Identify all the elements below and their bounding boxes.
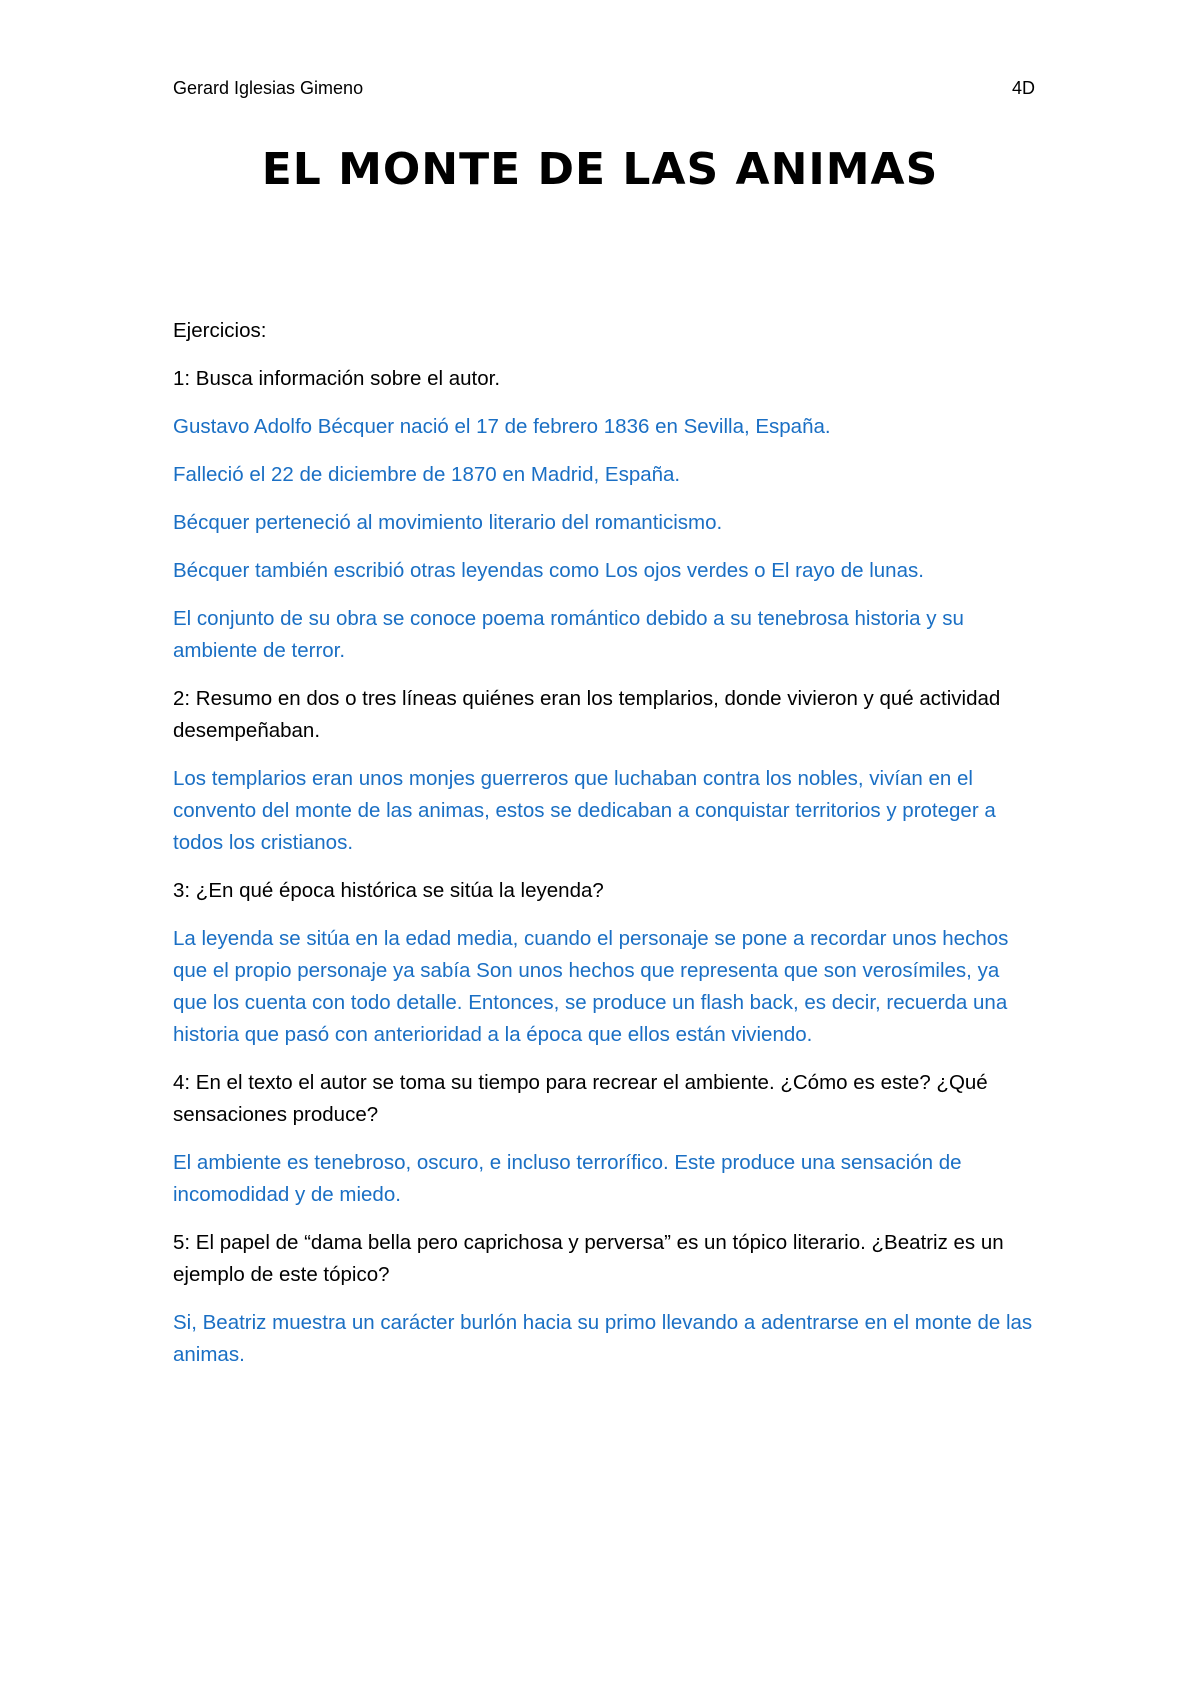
question-4: 4: En el texto el autor se toma su tiempo para recrear el ambiente. ¿Cómo es este? ¿Qué sensaciones produce? xyxy=(173,1071,988,1126)
document-title: EL MONTE DE LAS ANIMAS xyxy=(261,144,939,195)
question-5: 5: El papel de “dama bella pero caprichosa y perversa” es un tópico literario. ¿Beatriz es un ejemplo de este tópico? xyxy=(173,1231,1004,1286)
answer-1-line: Bécquer perteneció al movimiento literario del romanticismo. xyxy=(173,511,723,534)
answer-2: Los templarios eran unos monjes guerreros que luchaban contra los nobles, vivían en el convento del monte de las animas, estos se dedicaban a conquistar territorios y proteger a todos los cristianos. xyxy=(173,767,996,854)
answer-4: El ambiente es tenebroso, oscuro, e incluso terrorífico. Este produce una sensación de incomodidad y de miedo. xyxy=(173,1151,962,1206)
document-body xyxy=(173,315,1035,1387)
answer-5: Si, Beatriz muestra un carácter burlón hacia su primo llevando a adentrarse en el monte de las animas. xyxy=(173,1311,1033,1366)
header-group: 4D xyxy=(1011,78,1035,98)
answer-1-line: El conjunto de su obra se conoce poema romántico debido a su tenebrosa historia y su ambiente de terror. xyxy=(173,607,964,662)
answer-3: La leyenda se sitúa en la edad media, cuando el personaje se pone a recordar unos hechos que el propio personaje ya sabía Son unos hechos que representa que son verosímiles, ya que los cuenta con todo detalle. Entonces, se produce un flash back, es decir, recuerda una historia que pasó con anterioridad a la época que ellos están viviendo. xyxy=(173,927,1009,1046)
question-2: 2: Resumo en dos o tres líneas quiénes eran los templarios, donde vivieron y qué actividad desempeñaban. xyxy=(173,687,1001,742)
question-1: 1: Busca información sobre el autor. xyxy=(173,367,501,390)
exercises-heading: Ejercicios: xyxy=(173,319,267,342)
answer-1-line: Gustavo Adolfo Bécquer nació el 17 de febrero 1836 en Sevilla, España. xyxy=(173,415,831,438)
page-header xyxy=(173,76,1035,100)
answer-1-line: Bécquer también escribió otras leyendas como Los ojos verdes o El rayo de lunas. xyxy=(173,559,924,582)
header-author: Gerard Iglesias Gimeno xyxy=(173,78,364,98)
question-3: 3: ¿En qué época histórica se sitúa la leyenda? xyxy=(173,879,604,902)
answer-1-line: Falleció el 22 de diciembre de 1870 en Madrid, España. xyxy=(173,463,681,486)
